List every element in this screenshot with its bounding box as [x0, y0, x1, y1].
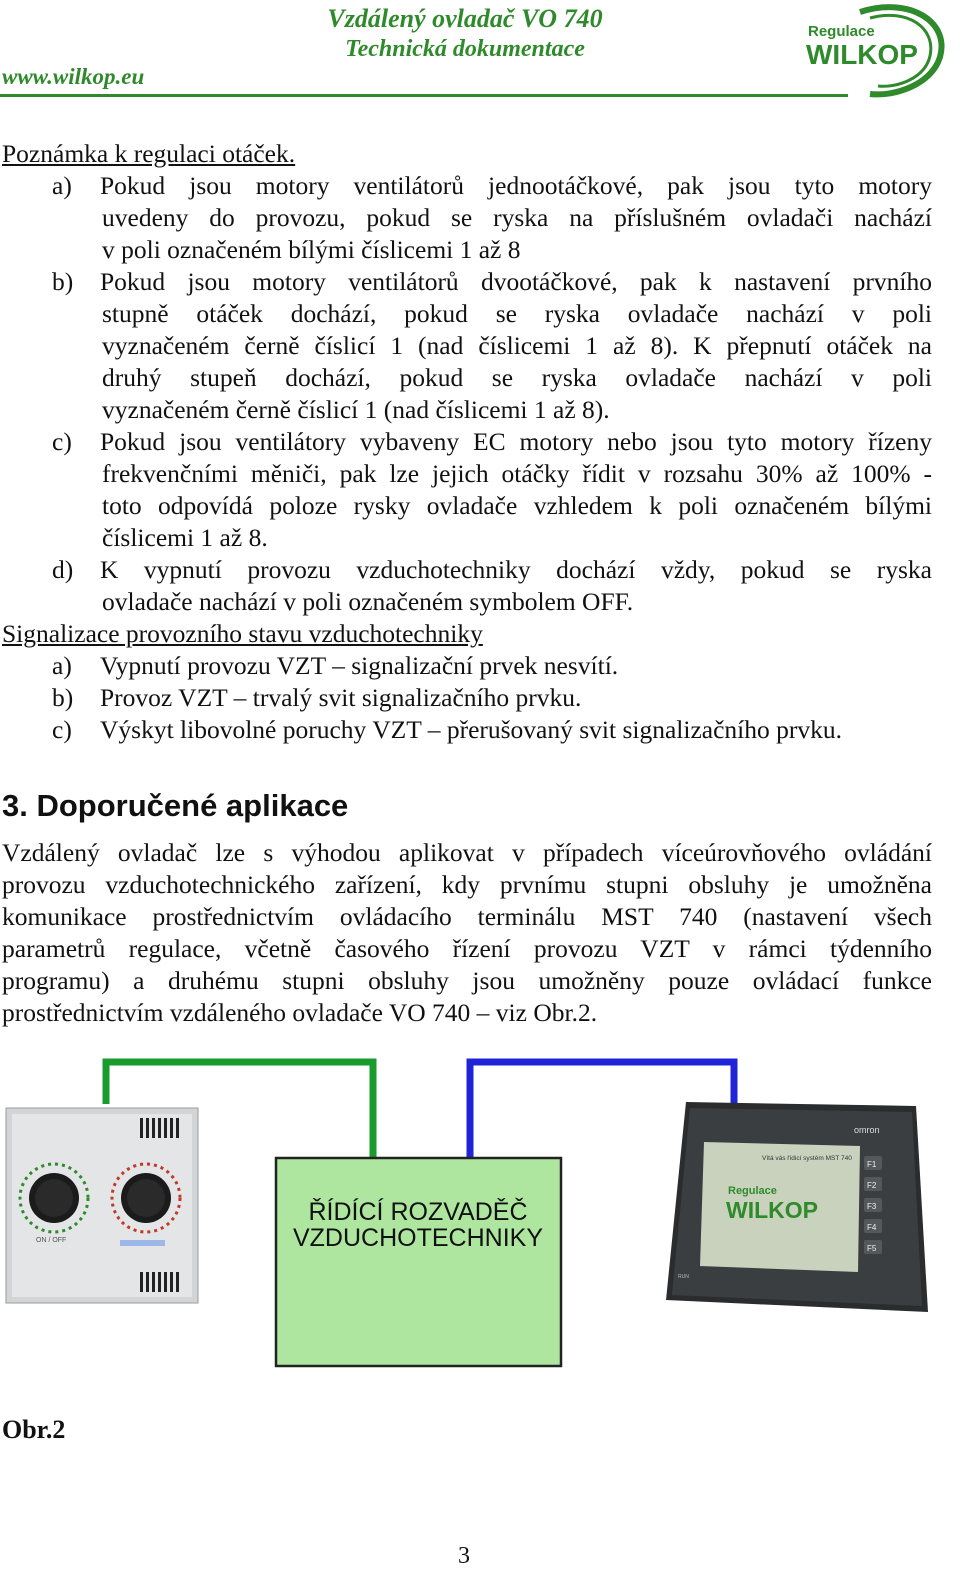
- figure-caption: Obr.2: [2, 1415, 66, 1444]
- list-line: číslicemi 1 až 8.: [102, 523, 268, 552]
- section-heading: 3. Doporučené aplikace: [2, 788, 349, 823]
- signal-heading: Signalizace provozního stavu vzduchotechniky: [2, 619, 483, 648]
- list-line: druhý stupeň dochází, pokud se ryska ovladače nachází v poli: [102, 363, 932, 392]
- terminal-logo-big: WILKOP: [726, 1197, 818, 1223]
- terminal-brand: omron: [854, 1125, 880, 1135]
- paragraph-line: Vzdálený ovladač lze s výhodou aplikovat v případech víceúrovňového ovládání: [2, 838, 932, 867]
- terminal-run-label: RUN: [678, 1274, 689, 1280]
- list-item-label: b): [52, 683, 74, 712]
- list-line: toto odpovídá poloze rysky ovladače vzhledem k poli označeném bílými: [102, 491, 932, 520]
- list-line: Provoz VZT – trvalý svit signalizačního prvku.: [100, 683, 582, 712]
- list-line: stupně otáček dochází, pokud se ryska ovladače nachází v poli: [102, 299, 932, 328]
- list-item-label: c): [52, 427, 72, 456]
- control-cabinet: [276, 1158, 561, 1366]
- terminal-key-f4: F4: [867, 1223, 877, 1232]
- terminal-key-f5: F5: [867, 1244, 877, 1253]
- cabinet-label-line2: VZDUCHOTECHNIKY: [292, 1224, 544, 1252]
- paragraph-line: provozu vzduchotechnického zařízení, kdy prvnímu stupni obsluhy je umožněna: [2, 870, 932, 899]
- mst-740-terminal-image: [666, 1102, 928, 1312]
- logo-text-big: WILKOP: [806, 39, 918, 70]
- list-line: Pokud jsou motory ventilátorů jednootáčkové, pak jsou tyto motory: [100, 171, 932, 200]
- paragraph-line: parametrů regulace, včetně časového řízení provozu VZT v rámci týdenního: [2, 934, 932, 963]
- cabinet-label-line1: ŘÍDÍCÍ ROZVADĚČ: [308, 1198, 528, 1226]
- list-line: Vypnutí provozu VZT – signalizační prvek nesvítí.: [100, 651, 619, 680]
- list-line: ovladače nachází v poli označeném symbolem OFF.: [102, 587, 634, 616]
- list-line: uvedeny do provozu, pokud se ryska na příslušném ovladači nachází: [102, 203, 932, 232]
- paragraph-line: prostřednictvím vzdáleného ovladače VO 740 – viz Obr.2.: [2, 998, 598, 1027]
- paragraph-line: programu) a druhému stupni obsluhy jsou umožněny pouze ovládací funkce: [2, 966, 932, 995]
- list-line: K vypnutí provozu vzduchotechniky dochází vždy, pokud se ryska: [100, 555, 932, 584]
- terminal-key-f2: F2: [867, 1181, 877, 1190]
- list-line: v poli označeném bílými číslicemi 1 až 8: [102, 235, 521, 264]
- terminal-key-f3: F3: [867, 1202, 877, 1211]
- list-item-label: c): [52, 715, 72, 744]
- note-heading: Poznámka k regulaci otáček.: [2, 139, 296, 168]
- figure-diagram: [0, 1050, 960, 1370]
- terminal-key-f1: F1: [867, 1160, 877, 1169]
- list-line: frekvenčními měniči, pak lze jejich otáčky řídit v rozsahu 30% až 100% -: [102, 459, 932, 488]
- list-line: Pokud jsou ventilátory vybaveny EC motory nebo jsou tyto motory řízeny: [100, 427, 932, 456]
- document-subtitle: Technická dokumentace: [345, 36, 585, 62]
- list-line: Pokud jsou motory ventilátorů dvootáčkové, pak k nastavení prvního: [100, 267, 932, 296]
- document-title: Vzdálený ovladač VO 740: [327, 4, 603, 33]
- list-item-label: a): [52, 171, 72, 200]
- list-item-label: b): [52, 267, 74, 296]
- list-item-label: a): [52, 651, 72, 680]
- website-link[interactable]: www.wilkop.eu: [2, 64, 145, 89]
- terminal-logo-small: Regulace: [728, 1185, 777, 1197]
- page-number: 3: [458, 1543, 470, 1569]
- terminal-screen-text: Vítá vás řídicí systém MST 740: [762, 1155, 852, 1162]
- paragraph-line: komunikace prostřednictvím ovládacího terminálu MST 740 (nastavení všech: [2, 902, 932, 931]
- wilkop-logo: [800, 2, 950, 98]
- list-line: Výskyt libovolné poruchy VZT – přerušovaný svit signalizačního prvku.: [100, 715, 842, 744]
- list-line: vyznačeném černě číslicí 1 (nad číslicemi 1 až 8). K přepnutí otáček na: [102, 331, 932, 360]
- header-divider: [0, 94, 848, 97]
- list-item-label: d): [52, 555, 74, 584]
- logo-text-small: Regulace: [808, 23, 875, 40]
- remote-controller-image: [6, 1108, 198, 1303]
- list-line: vyznačeném černě číslicí 1 (nad číslicemi 1 až 8).: [102, 395, 610, 424]
- remote-off-label: ON / OFF: [36, 1237, 67, 1244]
